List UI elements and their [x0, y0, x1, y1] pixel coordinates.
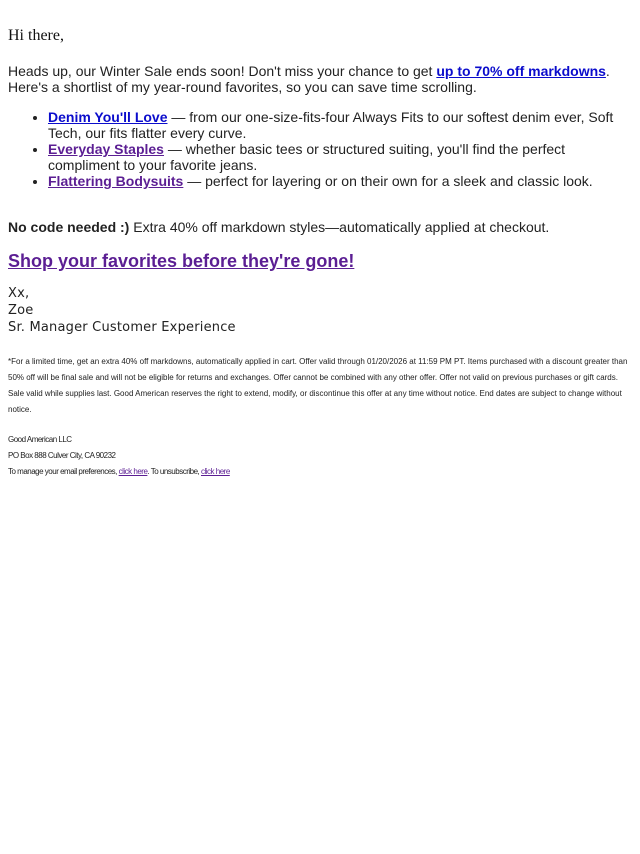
- unsubscribe-link[interactable]: click here: [200, 467, 230, 476]
- list-item-text: — from our one-size-fits-four Always Fits to our softest denim ever, Soft Tech, our fits flatter every curve.: [48, 109, 614, 141]
- intro-paragraph: [8, 63, 632, 95]
- no-code-line: [8, 219, 632, 235]
- list-item: [48, 141, 632, 173]
- footer-address: PO Box 888 Culver City, CA 90232: [8, 451, 116, 460]
- signoff: [8, 285, 632, 336]
- list-item: [48, 173, 632, 189]
- intro-text-before: Heads up, our Winter Sale ends soon! Don't miss your chance to get: [8, 63, 437, 79]
- unsubscribe-text: . To unsubscribe,: [147, 467, 201, 476]
- markdowns-link[interactable]: up to 70% off markdowns: [436, 63, 606, 79]
- signoff-closing: Xx,: [8, 286, 30, 301]
- denim-link[interactable]: Denim You'll Love: [48, 109, 168, 125]
- manage-preferences-link[interactable]: click here: [118, 467, 148, 476]
- list-item: [48, 109, 632, 141]
- shop-favorites-link[interactable]: Shop your favorites before they're gone!: [8, 251, 355, 271]
- footer-preferences: [8, 464, 632, 480]
- manage-preferences-text: To manage your email preferences,: [8, 467, 119, 476]
- favorites-list: [8, 109, 632, 189]
- disclaimer: *For a limited time, get an extra 40% off markdowns, automatically applied in cart. Offer valid through 01/20/2026 at 11:59 PM PT. Items purchased with a discount greater than 50% off will be final sale and will not be eligible for returns and exchanges. Offer cannot be combined with any other offer. Offer not valid on previous purchases or gift cards. Sale valid while supplies last. Good American reserves the right to extend, modify, or discontinue this offer at any time without notice. End dates are subject to change without notice.: [8, 357, 628, 414]
- list-item-text: — perfect for layering or on their own for a sleek and classic look.: [183, 173, 593, 189]
- signoff-name: Zoe: [8, 303, 34, 318]
- everyday-staples-link[interactable]: Everyday Staples: [48, 141, 164, 157]
- list-item-text: — whether basic tees or structured suiting, you'll find the perfect compliment to your favorite jeans.: [48, 141, 566, 173]
- no-code-text: Extra 40% off markdown styles—automatically applied at checkout.: [129, 219, 550, 235]
- footer-company: Good American LLC: [8, 435, 72, 444]
- greeting: Hi there,: [8, 27, 64, 44]
- signoff-title: Sr. Manager Customer Experience: [8, 320, 236, 335]
- bodysuits-link[interactable]: Flattering Bodysuits: [48, 173, 184, 189]
- footer: [8, 432, 632, 480]
- intro-text-after: . Here's a shortlist of my year-round favorites, so you can save time scrolling.: [8, 63, 610, 95]
- no-code-label: No code needed :): [8, 219, 130, 235]
